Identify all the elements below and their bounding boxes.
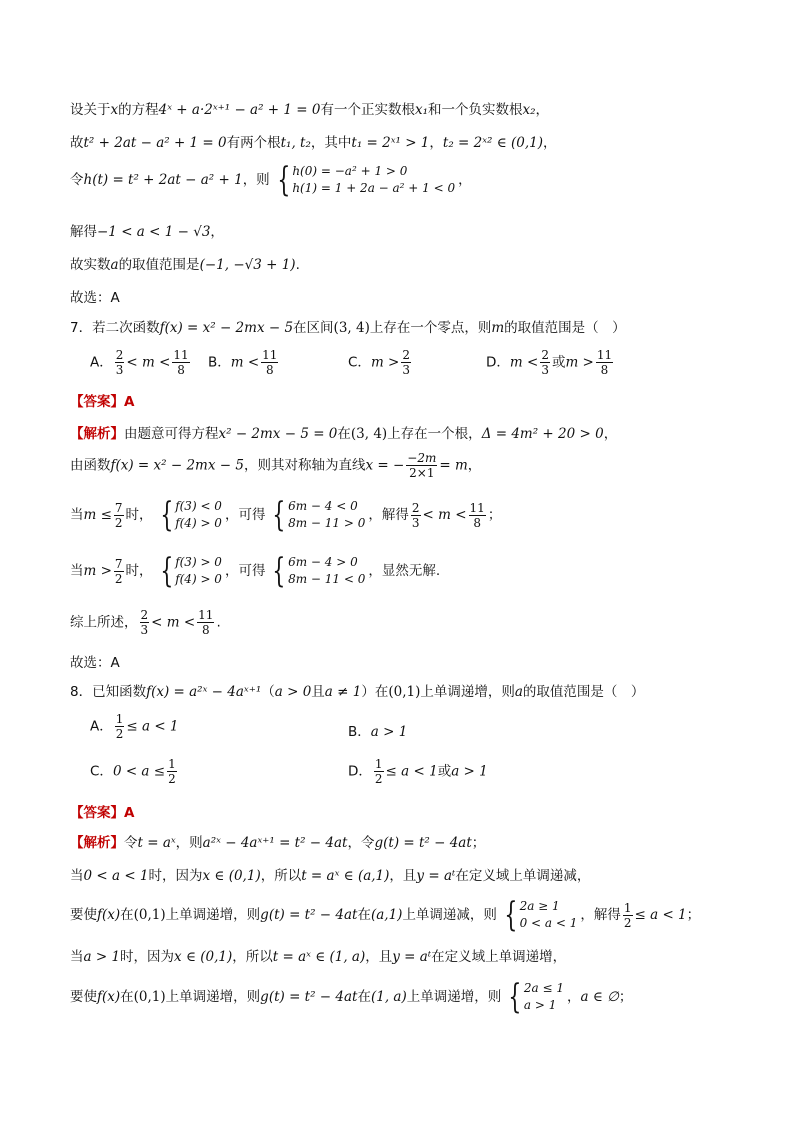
denominator: 2: [114, 515, 123, 530]
system-row: 8m − 11 > 0: [288, 516, 366, 530]
text: ，解得: [368, 507, 409, 523]
text: ；: [471, 835, 486, 851]
text: ，其中: [310, 135, 352, 151]
text: ，且: [365, 949, 393, 965]
system-row: 8m − 11 < 0: [288, 572, 366, 586]
solution-8-line-5: [70, 977, 754, 1017]
text: .: [295, 257, 300, 273]
text: 有两个根: [226, 135, 281, 151]
text: ，: [467, 457, 482, 474]
solution-7-line-2: [70, 451, 754, 480]
math: Δ = 4m² + 20 > 0: [481, 426, 604, 442]
text: 或: [437, 763, 452, 780]
denominator: 3: [402, 363, 410, 377]
text-line-6: [70, 286, 754, 306]
equation-system: { f(3) > 0 f(4) > 0: [159, 551, 222, 591]
text: ，解得: [580, 907, 621, 923]
fraction: [406, 451, 437, 480]
fraction: [172, 348, 189, 377]
numerator: 11: [596, 348, 613, 362]
text: ，: [566, 989, 581, 1005]
system-row: 6m − 4 > 0: [288, 555, 358, 569]
fraction: [167, 757, 177, 786]
text: 在定义域上单调递增，: [431, 949, 567, 965]
math: a: [110, 257, 119, 273]
text: 故: [70, 135, 84, 151]
text: ，所以: [232, 949, 273, 965]
text: 时，因为: [120, 949, 175, 965]
math: x ∈ (0,1): [202, 868, 261, 884]
text: 令: [124, 835, 138, 851]
math: ≤ a < 1: [385, 763, 438, 780]
solution-7-line-6: [70, 651, 754, 671]
option-c: [348, 348, 413, 377]
text-line-4: [70, 220, 754, 240]
math: m ≤: [83, 507, 112, 523]
text: ，: [535, 102, 550, 118]
text: 由题意可得方程: [124, 426, 219, 442]
system-row: h(1) = 1 + 2a − a² + 1 < 0: [292, 181, 456, 195]
math: m >: [83, 563, 112, 579]
system-row: 2a ≥ 1: [519, 899, 560, 913]
system-row: 6m − 4 < 0: [288, 499, 358, 513]
text: 在: [120, 989, 134, 1005]
text: 的取值范围是（ ）: [504, 320, 626, 336]
math: t₁, t₂: [280, 135, 311, 151]
interval: (3, 4): [350, 426, 388, 442]
function: f(x) = a²ˣ − 4aˣ⁺¹: [146, 684, 262, 700]
fraction: [115, 348, 125, 377]
option-d: [348, 757, 488, 786]
text: 在: [120, 907, 134, 923]
text: ，则其对称轴为直线: [243, 457, 366, 474]
system-row: 2a ≤ 1: [523, 981, 564, 995]
numerator: 1: [115, 712, 124, 726]
math: < m <: [126, 354, 171, 371]
math: a ≠ 1: [324, 684, 362, 700]
numerator: 2: [411, 500, 420, 515]
text: ，显然无解.: [368, 563, 441, 579]
system-row: f(3) > 0: [175, 555, 222, 569]
solution-8-line-2: [70, 864, 754, 884]
text-line-2: [70, 131, 754, 151]
denominator: 8: [201, 623, 210, 637]
text: ，: [210, 224, 224, 240]
fraction: [197, 608, 214, 637]
function: g(t) = t² − 4at: [374, 835, 472, 851]
equation: x² − 2mx − 5 = 0: [218, 426, 338, 442]
text: 上单调递增，则: [420, 684, 515, 700]
denominator: 8: [177, 363, 185, 377]
numerator: 1: [623, 900, 632, 915]
math: t₁ = 2ˣ¹ > 1: [351, 135, 430, 151]
option-b: [348, 720, 407, 740]
interval: (0,1): [133, 989, 166, 1005]
system-row: 0 < a < 1: [519, 916, 578, 930]
text-line-3: [70, 160, 754, 200]
solution-7-line-4: [70, 551, 754, 591]
math: ≤ a < 1: [126, 718, 179, 735]
text: 时，: [125, 507, 153, 523]
text: 7．若二次函数: [70, 320, 160, 336]
option-b: [208, 348, 280, 377]
denominator: 3: [115, 363, 124, 377]
fraction: [114, 501, 124, 530]
math: x: [110, 102, 119, 118]
math: x₁: [414, 102, 429, 118]
math: < m <: [422, 507, 467, 523]
analysis-tag: 【解析】: [70, 426, 124, 442]
equation-system: { 6m − 4 < 0 8m − 11 > 0: [272, 495, 366, 535]
math: 0 < a < 1: [83, 868, 149, 884]
text: 在: [357, 907, 371, 923]
text: ，令: [347, 835, 375, 851]
text: ）在: [361, 684, 389, 700]
fraction: [140, 608, 150, 637]
option-a: [90, 348, 192, 377]
denominator: 8: [265, 363, 274, 377]
math: a > 1: [451, 763, 488, 780]
option-label: B．: [348, 724, 371, 740]
text: 当: [70, 563, 84, 579]
denominator: 3: [541, 363, 549, 377]
text: 在定义域上单调递减，: [455, 868, 591, 884]
equation-system: { f(3) < 0 f(4) > 0: [159, 495, 222, 535]
system-row: a > 1: [523, 998, 557, 1012]
math: ≤ a < 1: [634, 907, 687, 923]
math: a > 1: [83, 949, 121, 965]
text: ，且: [389, 868, 417, 884]
math: m <: [230, 354, 260, 371]
math: y = aᵗ: [416, 868, 456, 884]
text: 在: [357, 989, 371, 1005]
system-row: f(3) < 0: [175, 499, 222, 513]
denominator: 2: [623, 915, 632, 930]
denominator: 2: [374, 772, 383, 786]
answer-value: A: [124, 394, 135, 410]
answer-tag: 【答案】: [70, 394, 124, 410]
text: ，: [543, 135, 557, 151]
text: 当: [70, 868, 84, 884]
function: g(t) = t² − 4at: [260, 907, 358, 923]
text: ，可得: [224, 507, 266, 523]
math: x = −: [365, 457, 405, 474]
math: f(x): [97, 907, 121, 923]
text: 8．已知函数: [70, 684, 147, 700]
solution-7-line-3: [70, 495, 754, 535]
text: ，: [429, 135, 443, 151]
fraction: [114, 557, 124, 586]
text: ，: [458, 172, 472, 188]
numerator: 11: [173, 348, 189, 362]
math: = m: [439, 457, 468, 474]
text: 解得: [70, 224, 97, 240]
math: t = aˣ ∈ (1, a): [272, 949, 366, 965]
math: m <: [509, 354, 539, 371]
text: 上单调递减，则: [402, 907, 497, 923]
text: 要使: [70, 989, 97, 1005]
text: 综上所述，: [70, 614, 138, 631]
interval: (1, a): [370, 989, 407, 1005]
equation-system: { 2a ≤ 1 a > 1: [508, 977, 564, 1017]
question-8: [70, 680, 754, 700]
fraction: [469, 501, 486, 530]
text: 且: [311, 684, 325, 700]
solution-7-line-5: [70, 608, 754, 637]
text: 上单调递增，则: [406, 989, 502, 1005]
text: 设关于: [70, 102, 111, 118]
numerator: 2: [541, 348, 549, 362]
math: a > 1: [370, 724, 408, 740]
text: ，: [603, 426, 618, 442]
fraction: [540, 348, 550, 377]
math: 0 < a ≤: [112, 763, 166, 780]
function: f(x) = x² − 2mx − 5: [110, 457, 244, 474]
text: 时，因为: [148, 868, 203, 884]
equation-system: { h(0) = −a² + 1 > 0 h(1) = 1 + 2a − a² + 1 < 0: [277, 160, 456, 200]
denominator: 3: [140, 623, 149, 637]
math: m: [491, 320, 505, 336]
numerator: 1: [168, 757, 176, 771]
math: a: [514, 684, 523, 700]
system-row: f(4) > 0: [175, 516, 222, 530]
math: f(x): [97, 989, 121, 1005]
equation: 4ˣ + a·2ˣ⁺¹ − a² + 1 = 0: [158, 102, 321, 118]
equation-system: { 2a ≥ 1 0 < a < 1: [504, 895, 578, 935]
text: 的取值范围是（ ）: [522, 684, 645, 700]
denominator: 8: [600, 363, 609, 377]
text: 的取值范围是: [118, 257, 200, 273]
math: −1 < a < 1 − √3: [97, 224, 211, 240]
math: < m <: [151, 614, 196, 631]
text: 上单调递增，则: [165, 989, 261, 1005]
answer-tag: 【答案】: [70, 805, 124, 821]
option-d: [486, 348, 615, 377]
denominator: 2: [168, 772, 176, 786]
math: a ∈ ∅: [580, 989, 619, 1005]
system-row: h(0) = −a² + 1 > 0: [292, 164, 408, 178]
equation-system: { 6m − 4 > 0 8m − 11 < 0: [272, 551, 366, 591]
text: 或: [551, 354, 566, 371]
text: .: [216, 614, 221, 631]
math: x₂: [522, 102, 536, 118]
denominator: 2: [114, 571, 123, 586]
text: ，则: [242, 172, 270, 188]
text: ；: [487, 507, 502, 523]
denominator: 2×1: [409, 466, 435, 480]
function: f(x) = x² − 2mx − 5: [159, 320, 294, 336]
text: 上单调递增，则: [165, 907, 261, 923]
math: y = aᵗ: [392, 949, 432, 965]
text: 在区间: [293, 320, 334, 336]
text: ，则: [175, 835, 203, 851]
numerator: 11: [469, 500, 485, 515]
option-label: B．: [208, 354, 231, 371]
numerator: 11: [198, 608, 214, 622]
math: a > 0: [274, 684, 312, 700]
option-label: C．: [348, 354, 371, 371]
text: ，可得: [224, 563, 266, 579]
solution-8-line-3: [70, 895, 754, 935]
text: 有一个正实数根: [320, 102, 415, 118]
text: 当: [70, 949, 84, 965]
fraction: [623, 901, 633, 930]
numerator: 1: [374, 757, 383, 771]
math: t = aˣ: [137, 835, 176, 851]
math: t₂ = 2ˣ² ∈ (0,1): [442, 135, 544, 151]
answer-value: A: [124, 805, 135, 821]
function: g(t) = t² − 4at: [260, 989, 358, 1005]
option-c: [90, 757, 179, 786]
numerator: 7: [114, 556, 123, 571]
text: 故实数: [70, 257, 111, 273]
interval: (0,1): [388, 684, 421, 700]
fraction: [596, 348, 613, 377]
math: t = aˣ ∈ (a,1): [301, 868, 390, 884]
text: 的方程: [118, 102, 159, 118]
math: m >: [370, 354, 400, 371]
conclusion: 故选：A: [70, 655, 120, 671]
option-label: D．: [486, 354, 510, 371]
fraction: [115, 712, 125, 741]
interval: (a,1): [370, 907, 403, 923]
text-line-5: [70, 253, 754, 273]
text-line-1: [70, 98, 754, 118]
option-label: A．: [90, 718, 113, 735]
text: （: [261, 684, 275, 700]
text: 上存在一个根，: [387, 426, 482, 442]
interval: (3, 4): [333, 320, 370, 336]
answer-8: [70, 801, 754, 821]
interval: (0,1): [133, 907, 166, 923]
solution-8-line-4: [70, 945, 754, 965]
numerator: 2: [140, 608, 149, 622]
text: 在: [337, 426, 351, 442]
text: 上存在一个零点，则: [369, 320, 492, 336]
fraction: [261, 348, 278, 377]
answer-7: [70, 390, 754, 410]
denominator: 3: [411, 515, 420, 530]
numerator: 2: [402, 348, 410, 362]
equation: a²ˣ − 4aˣ⁺¹ = t² − 4at: [202, 835, 348, 851]
equation: h(t) = t² + 2at − a² + 1: [83, 172, 243, 188]
conclusion: 故选：A: [70, 290, 120, 306]
option-label: A．: [90, 354, 113, 371]
fraction: [401, 348, 411, 377]
solution-8-line-1: [70, 831, 754, 851]
text: ；: [618, 989, 633, 1005]
denominator: 8: [473, 515, 481, 530]
analysis-tag: 【解析】: [70, 835, 124, 851]
numerator: 2: [115, 348, 124, 362]
option-label: D．: [348, 763, 372, 780]
math: m >: [565, 354, 594, 371]
numerator: 11: [262, 348, 278, 362]
option-a: [90, 712, 179, 741]
question-7: [70, 316, 754, 336]
solution-7-line-1: [70, 422, 754, 442]
equation: t² + 2at − a² + 1 = 0: [83, 135, 227, 151]
numerator: −2m: [407, 451, 437, 465]
system-row: f(4) > 0: [175, 572, 222, 586]
text: 由函数: [70, 457, 111, 474]
text: 令: [70, 172, 84, 188]
numerator: 7: [114, 500, 123, 515]
text: 当: [70, 507, 84, 523]
denominator: 2: [115, 727, 124, 741]
text: ；: [686, 907, 701, 923]
text: ，所以: [260, 868, 302, 884]
math: x ∈ (0,1): [174, 949, 233, 965]
math: (−1, −√3 + 1): [199, 257, 296, 273]
fraction: [411, 501, 421, 530]
text: 和一个负实数根: [428, 102, 523, 118]
fraction: [374, 757, 384, 786]
text: 要使: [70, 907, 97, 923]
option-label: C．: [90, 763, 113, 780]
text: 时，: [125, 563, 153, 579]
